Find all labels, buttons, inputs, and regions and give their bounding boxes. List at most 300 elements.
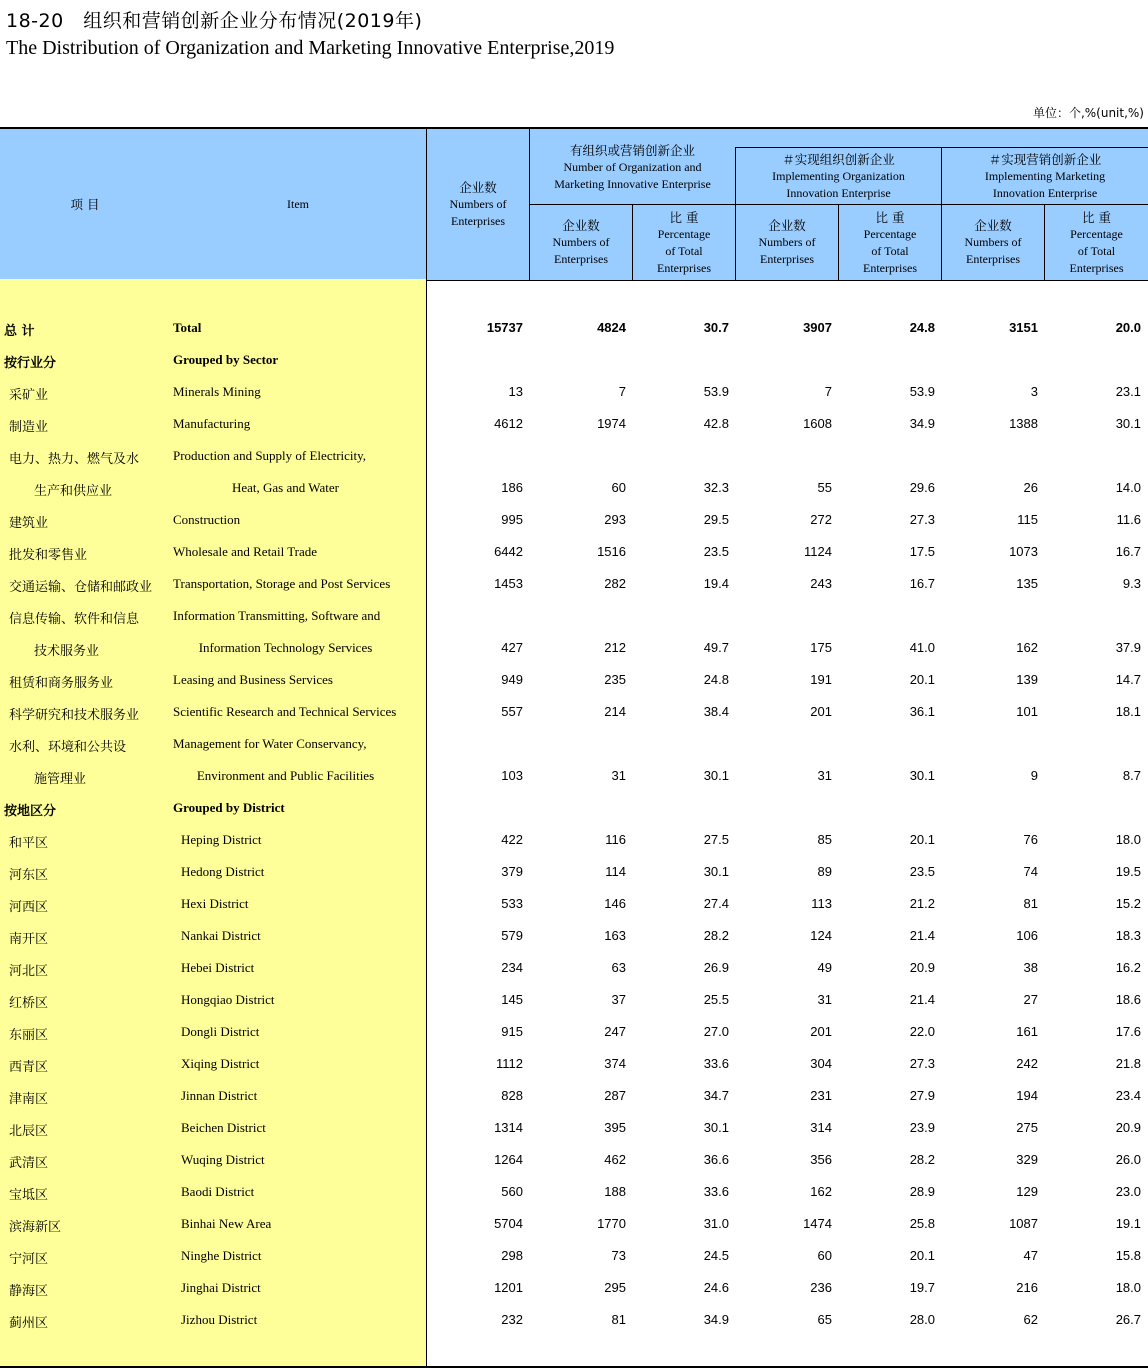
row-label-en: Beichen District [181, 1120, 266, 1135]
row-value: 81 [1023, 896, 1038, 911]
row-value: 65 [817, 1312, 832, 1327]
row-value: 27.4 [703, 896, 729, 911]
table-row [0, 1143, 1148, 1175]
row-label-cn: 科学研究和技术服务业 [9, 708, 140, 723]
row-value: 31.0 [703, 1216, 729, 1231]
row-value: 20.9 [1115, 1120, 1141, 1135]
row-value: 26.7 [1115, 1312, 1141, 1327]
row-value: 28.9 [909, 1184, 935, 1199]
row-value: 7 [618, 384, 626, 399]
row-value: 162 [1016, 640, 1038, 655]
table-row [0, 823, 1148, 855]
row-value: 18.3 [1115, 928, 1141, 943]
row-label-cn: 河西区 [9, 900, 49, 915]
row-label-en: Heping District [181, 832, 262, 847]
table-row [0, 631, 1148, 663]
row-value: 31 [611, 768, 626, 783]
row-value: 1770 [597, 1216, 626, 1231]
row-value: 1124 [804, 544, 832, 559]
row-label-en: Jinghai District [181, 1280, 261, 1295]
row-value: 38.4 [703, 704, 729, 719]
row-value: 995 [501, 512, 523, 527]
row-value: 175 [810, 640, 832, 655]
row-value: 216 [1016, 1280, 1038, 1295]
table-row [0, 1271, 1148, 1303]
row-label-en: Heat, Gas and Water [231, 480, 339, 495]
row-value: 21.2 [909, 896, 935, 911]
row-value: 63 [611, 960, 626, 975]
row-value: 23.5 [909, 864, 935, 879]
row-value: 55 [817, 480, 832, 495]
subheader-num-2: 企业数 Numbers of Enterprises [758, 218, 816, 266]
row-value: 194 [1016, 1088, 1038, 1103]
row-value: 1073 [1009, 544, 1038, 559]
row-value: 135 [1016, 576, 1038, 591]
row-value: 129 [1016, 1184, 1038, 1199]
row-value: 1974 [597, 416, 626, 431]
row-label-cn: 宁河区 [9, 1252, 49, 1267]
row-label-en: Total [173, 320, 202, 335]
row-value: 25.8 [909, 1216, 935, 1231]
row-value: 16.7 [1115, 544, 1141, 559]
row-value: 31 [817, 768, 832, 783]
row-value: 560 [501, 1184, 523, 1199]
row-value: 30.1 [703, 1120, 729, 1135]
header-group-org-or-marketing: 有组织或营销创新企业 Number of Organization and Marketing Innovative Enterprise [554, 143, 711, 191]
row-label-en: Jinnan District [181, 1088, 258, 1103]
row-value: 1201 [494, 1280, 523, 1295]
row-value: 1264 [494, 1152, 523, 1167]
row-value: 30.1 [703, 768, 729, 783]
row-value: 287 [604, 1088, 626, 1103]
row-value: 20.9 [909, 960, 935, 975]
row-value: 101 [1016, 704, 1038, 719]
row-value: 23.9 [909, 1120, 935, 1135]
table-row [0, 983, 1148, 1015]
row-value: 1112 [496, 1056, 523, 1071]
row-value: 31 [817, 992, 832, 1007]
table-row [0, 919, 1148, 951]
row-value: 28.2 [703, 928, 729, 943]
row-value: 25.5 [703, 992, 729, 1007]
row-value: 73 [611, 1248, 626, 1263]
row-value: 15.2 [1115, 896, 1141, 911]
row-value: 47 [1023, 1248, 1038, 1263]
row-value: 24.6 [703, 1280, 729, 1295]
row-value: 38 [1023, 960, 1038, 975]
row-label-cn: 西青区 [9, 1060, 49, 1075]
row-value: 17.5 [909, 544, 935, 559]
row-label-cn: 技术服务业 [34, 644, 100, 659]
row-value: 462 [604, 1152, 626, 1167]
row-label-cn: 静海区 [9, 1284, 49, 1299]
header-divider [632, 204, 633, 280]
row-label-cn: 水利、环境和公共设 [9, 740, 127, 755]
row-value: 235 [604, 672, 626, 687]
row-label-cn: 南开区 [9, 932, 49, 947]
row-value: 272 [810, 512, 832, 527]
table-row [0, 439, 1148, 471]
row-value: 242 [1016, 1056, 1038, 1071]
row-value: 139 [1016, 672, 1038, 687]
row-value: 30.1 [909, 768, 935, 783]
row-label-en: Construction [173, 512, 241, 527]
table-row [0, 695, 1148, 727]
row-value: 356 [810, 1152, 832, 1167]
row-value: 30.1 [703, 864, 729, 879]
row-label-cn: 河北区 [9, 964, 49, 979]
row-value: 533 [501, 896, 523, 911]
table-row [0, 855, 1148, 887]
row-value: 16.2 [1115, 960, 1141, 975]
row-value: 579 [501, 928, 523, 943]
row-value: 74 [1023, 864, 1038, 879]
table-row [0, 1047, 1148, 1079]
row-label-en: Binhai New Area [181, 1216, 272, 1231]
header-enterprises: 企业数 Numbers of Enterprises [449, 180, 507, 228]
row-value: 23.0 [1115, 1184, 1141, 1199]
row-value: 146 [604, 896, 626, 911]
table-row [0, 1111, 1148, 1143]
row-value: 234 [501, 960, 523, 975]
row-label-cn: 按地区分 [4, 804, 57, 819]
row-value: 4824 [597, 320, 626, 335]
subheader-num-3: 企业数 Numbers of Enterprises [964, 218, 1022, 266]
row-value: 24.5 [703, 1248, 729, 1263]
subheader-num-1: 企业数 Numbers of Enterprises [552, 218, 610, 266]
row-label-cn: 信息传输、软件和信息 [9, 612, 140, 627]
row-label-cn: 和平区 [9, 836, 49, 851]
row-label-en: Wuqing District [181, 1152, 265, 1167]
row-value: 9 [1030, 768, 1038, 783]
row-value: 7 [824, 384, 832, 399]
header-group-organization: ＃实现组织创新企业 Implementing Organization Innovation Enterprise [772, 152, 905, 200]
header-divider [1044, 204, 1045, 280]
table-row [0, 1175, 1148, 1207]
row-value: 103 [501, 768, 523, 783]
table-title-en: The Distribution of Organization and Marketing Innovative Enterprise,2019 [6, 37, 615, 59]
row-label-en: Baodi District [181, 1184, 255, 1199]
row-value: 53.9 [909, 384, 935, 399]
row-value: 3 [1030, 384, 1038, 399]
table-row [0, 1303, 1148, 1335]
row-label-cn: 滨海新区 [9, 1220, 62, 1235]
row-value: 1516 [597, 544, 626, 559]
row-value: 243 [810, 576, 832, 591]
table-row [0, 535, 1148, 567]
row-value: 36.6 [703, 1152, 729, 1167]
table-row [0, 375, 1148, 407]
header-group-marketing: ＃实现营销创新企业 Implementing Marketing Innovation Enterprise [984, 152, 1106, 200]
row-value: 30.7 [703, 320, 729, 335]
row-value: 11.6 [1116, 512, 1141, 527]
row-value: 5704 [494, 1216, 523, 1231]
row-label-cn: 采矿业 [9, 388, 49, 403]
row-value: 27.3 [909, 1056, 935, 1071]
row-value: 145 [501, 992, 523, 1007]
subheader-pct-2: 比 重 Percentage of Total Enterprises [863, 209, 917, 275]
row-label-cn: 津南区 [9, 1092, 49, 1107]
row-value: 116 [605, 832, 626, 847]
row-value: 26.9 [703, 960, 729, 975]
row-value: 27.3 [909, 512, 935, 527]
table-row [0, 663, 1148, 695]
header-item-cn: 项 目 [70, 197, 100, 212]
row-value: 106 [1016, 928, 1038, 943]
table-row [0, 1239, 1148, 1271]
row-value: 114 [605, 864, 626, 879]
table-row [0, 727, 1148, 759]
row-value: 33.6 [703, 1184, 729, 1199]
row-value: 293 [604, 512, 626, 527]
row-value: 9.3 [1122, 576, 1141, 591]
header-divider [838, 204, 839, 280]
row-value: 14.0 [1115, 480, 1141, 495]
row-value: 24.8 [703, 672, 729, 687]
row-value: 314 [810, 1120, 832, 1135]
row-value: 14.7 [1115, 672, 1141, 687]
row-value: 162 [810, 1184, 832, 1199]
row-value: 113 [811, 896, 832, 911]
row-value: 36.1 [909, 704, 935, 719]
row-value: 304 [810, 1056, 832, 1071]
row-value: 1314 [494, 1120, 523, 1135]
table-row [0, 1015, 1148, 1047]
header-divider [426, 129, 427, 280]
row-label-en: Management for Water Conservancy, [173, 736, 367, 751]
row-value: 27.9 [909, 1088, 935, 1103]
row-value: 24.8 [909, 320, 935, 335]
row-value: 28.2 [909, 1152, 935, 1167]
row-value: 60 [817, 1248, 832, 1263]
row-value: 33.6 [703, 1056, 729, 1071]
row-label-en: Hongqiao District [181, 992, 275, 1007]
row-value: 76 [1023, 832, 1038, 847]
header-divider [735, 147, 736, 280]
row-value: 19.5 [1115, 864, 1141, 879]
row-label-cn: 生产和供应业 [34, 484, 113, 499]
row-value: 3151 [1009, 320, 1038, 335]
table-row [0, 1207, 1148, 1239]
row-label-en: Ninghe District [181, 1248, 262, 1263]
row-value: 422 [501, 832, 523, 847]
row-value: 49 [817, 960, 832, 975]
row-value: 18.1 [1115, 704, 1141, 719]
row-value: 163 [604, 928, 626, 943]
row-label-en: Grouped by Sector [173, 352, 279, 367]
row-value: 49.7 [703, 640, 729, 655]
row-label-cn: 制造业 [9, 420, 49, 435]
row-value: 53.9 [703, 384, 729, 399]
row-value: 1453 [494, 576, 523, 591]
row-label-cn: 施管理业 [34, 772, 87, 787]
row-label-en: Nankai District [181, 928, 261, 943]
row-value: 27.0 [703, 1024, 729, 1039]
row-value: 4612 [494, 416, 523, 431]
row-value: 395 [604, 1120, 626, 1135]
row-label-en: Hebei District [181, 960, 255, 975]
row-value: 89 [817, 864, 832, 879]
row-label-cn: 按行业分 [4, 356, 57, 371]
header-divider [735, 147, 1148, 148]
row-value: 231 [810, 1088, 832, 1103]
row-value: 81 [611, 1312, 626, 1327]
row-value: 22.0 [909, 1024, 935, 1039]
row-value: 19.7 [909, 1280, 935, 1295]
row-value: 214 [604, 704, 626, 719]
row-value: 18.0 [1115, 832, 1141, 847]
row-value: 188 [604, 1184, 626, 1199]
row-value: 201 [810, 1024, 832, 1039]
row-value: 282 [604, 576, 626, 591]
table-row [0, 407, 1148, 439]
row-value: 161 [1016, 1024, 1038, 1039]
row-value: 60 [611, 480, 626, 495]
row-label-en: Production and Supply of Electricity, [173, 448, 367, 463]
row-value: 374 [604, 1056, 626, 1071]
table-row [0, 503, 1148, 535]
row-label-cn: 电力、热力、燃气及水 [9, 452, 140, 467]
row-label-en: Wholesale and Retail Trade [173, 544, 318, 559]
row-label-cn: 交通运输、仓储和邮政业 [9, 580, 153, 595]
row-value: 329 [1016, 1152, 1038, 1167]
table-row [0, 567, 1148, 599]
row-value: 34.9 [909, 416, 935, 431]
row-value: 247 [604, 1024, 626, 1039]
row-value: 15.8 [1115, 1248, 1141, 1263]
row-label-en: Transportation, Storage and Post Services [173, 576, 391, 591]
row-label-cn: 租赁和商务服务业 [9, 676, 114, 691]
row-value: 124 [810, 928, 832, 943]
row-value: 1087 [1009, 1216, 1038, 1231]
row-value: 19.4 [703, 576, 729, 591]
table-row [0, 311, 1148, 343]
table-header [0, 127, 1148, 281]
row-value: 13 [508, 384, 523, 399]
header-divider [529, 204, 1148, 205]
row-value: 23.1 [1115, 384, 1141, 399]
row-label-en: Hexi District [181, 896, 249, 911]
row-value: 23.5 [703, 544, 729, 559]
row-value: 20.1 [909, 672, 935, 687]
row-value: 23.4 [1115, 1088, 1141, 1103]
table-row [0, 951, 1148, 983]
row-value: 379 [501, 864, 523, 879]
row-label-en: Xiqing District [181, 1056, 260, 1071]
header-item-en: Item [287, 197, 309, 211]
row-label-en: Manufacturing [173, 416, 251, 431]
row-label-cn: 宝坻区 [9, 1188, 49, 1203]
row-value: 21.4 [909, 928, 935, 943]
table-title-cn: 18-20 组织和营销创新企业分布情况(2019年) [6, 10, 423, 32]
row-value: 186 [501, 480, 523, 495]
row-value: 27 [1023, 992, 1038, 1007]
row-value: 8.7 [1122, 768, 1141, 783]
row-value: 62 [1023, 1312, 1038, 1327]
row-value: 26 [1023, 480, 1038, 495]
row-value: 949 [501, 672, 523, 687]
row-value: 29.5 [703, 512, 729, 527]
row-value: 21.8 [1115, 1056, 1141, 1071]
row-label-cn: 批发和零售业 [9, 548, 88, 563]
table-row [0, 343, 1148, 375]
row-value: 427 [501, 640, 523, 655]
header-divider [941, 147, 942, 280]
row-label-en: Hedong District [181, 864, 265, 879]
row-value: 1388 [1009, 416, 1038, 431]
row-label-cn: 河东区 [9, 868, 49, 883]
row-value: 295 [604, 1280, 626, 1295]
row-value: 232 [501, 1312, 523, 1327]
row-value: 20.1 [909, 832, 935, 847]
row-label-en: Information Transmitting, Software and [173, 608, 381, 623]
row-label-en: Information Technology Services [198, 640, 373, 655]
row-label-en: Leasing and Business Services [173, 672, 333, 687]
table-row [0, 887, 1148, 919]
row-value: 26.0 [1115, 1152, 1141, 1167]
row-value: 20.0 [1115, 320, 1141, 335]
row-value: 16.7 [909, 576, 935, 591]
row-value: 3907 [803, 320, 832, 335]
row-value: 115 [1017, 512, 1038, 527]
row-label-en: Jizhou District [181, 1312, 258, 1327]
row-label-cn: 蓟州区 [9, 1316, 49, 1331]
subheader-pct-3: 比 重 Percentage of Total Enterprises [1069, 209, 1124, 275]
row-value: 27.5 [703, 832, 729, 847]
row-value: 1474 [803, 1216, 832, 1231]
table-row [0, 791, 1148, 823]
row-label-en: Dongli District [181, 1024, 260, 1039]
row-label-cn: 建筑业 [9, 516, 49, 531]
row-value: 37 [611, 992, 626, 1007]
row-value: 1608 [803, 416, 832, 431]
row-value: 85 [817, 832, 832, 847]
row-label-cn: 红桥区 [9, 996, 49, 1011]
table-row [0, 759, 1148, 791]
row-label-cn: 东丽区 [9, 1028, 49, 1043]
row-value: 212 [604, 640, 626, 655]
row-value: 6442 [494, 544, 523, 559]
row-value: 17.6 [1115, 1024, 1141, 1039]
row-label-cn: 总 计 [4, 324, 35, 339]
row-label-cn: 武清区 [9, 1156, 49, 1171]
table-row [0, 599, 1148, 631]
row-value: 29.6 [909, 480, 935, 495]
row-label-en: Grouped by District [173, 800, 285, 815]
row-value: 18.6 [1115, 992, 1141, 1007]
row-value: 18.0 [1115, 1280, 1141, 1295]
row-label-en: Scientific Research and Technical Services [173, 704, 397, 719]
row-value: 828 [501, 1088, 523, 1103]
unit-label: 单位：个,%(unit,%) [1032, 106, 1144, 120]
row-label-cn: 北辰区 [9, 1124, 49, 1139]
row-label-en: Environment and Public Facilities [196, 768, 375, 783]
row-value: 191 [810, 672, 832, 687]
row-value: 19.1 [1115, 1216, 1141, 1231]
row-value: 41.0 [909, 640, 935, 655]
row-value: 34.7 [703, 1088, 729, 1103]
row-label-en: Minerals Mining [173, 384, 261, 399]
row-value: 42.8 [703, 416, 729, 431]
row-value: 37.9 [1115, 640, 1141, 655]
row-value: 201 [810, 704, 832, 719]
row-value: 915 [501, 1024, 523, 1039]
row-value: 32.3 [703, 480, 729, 495]
table-row [0, 1079, 1148, 1111]
row-value: 30.1 [1115, 416, 1141, 431]
row-value: 20.1 [909, 1248, 935, 1263]
row-value: 298 [501, 1248, 523, 1263]
